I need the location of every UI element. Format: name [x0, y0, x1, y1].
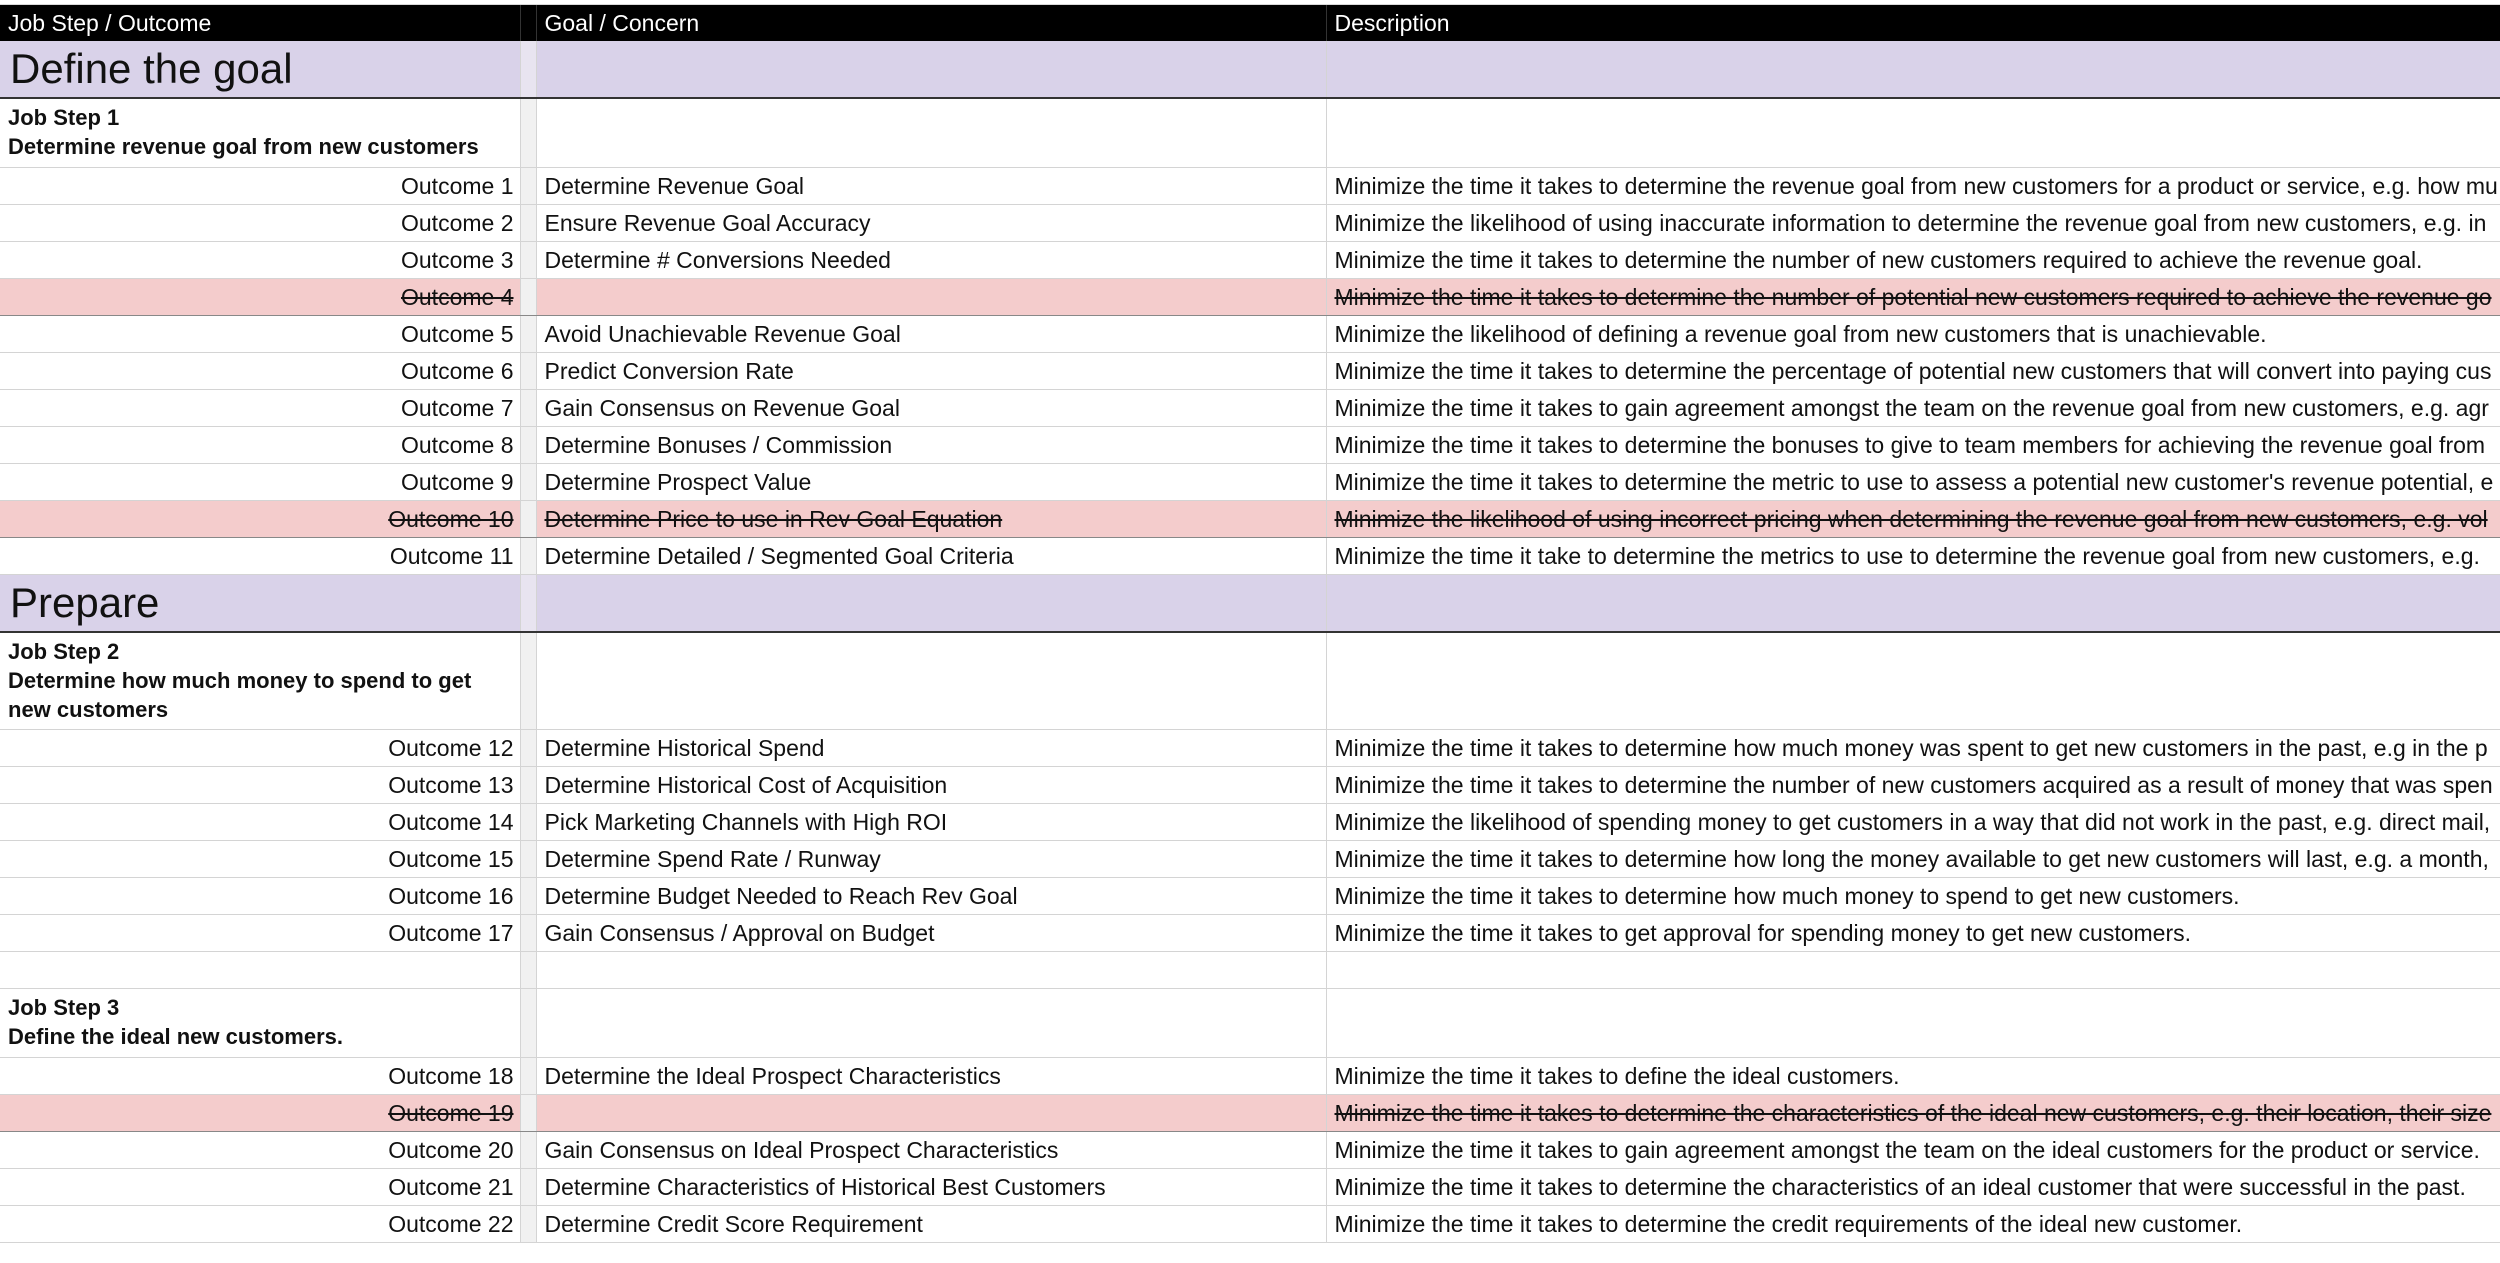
job-step-row: [0, 989, 2500, 1058]
gutter-cell: [520, 98, 536, 168]
gutter-cell: [520, 353, 536, 390]
description-cell[interactable]: Minimize the time it takes to determine the credit requirements of the ideal new customer.: [1326, 1206, 2500, 1243]
goal-concern-cell[interactable]: Determine Price to use in Rev Goal Equation: [536, 501, 1326, 538]
description-cell[interactable]: Minimize the time it takes to determine the characteristics of an ideal customer that were successful in the past.: [1326, 1169, 2500, 1206]
outcome-number-cell[interactable]: Outcome 7: [0, 390, 520, 427]
outcome-row-struck: [0, 501, 2500, 538]
description-cell[interactable]: Minimize the time it takes to determine how much money was spent to get new customers in the past, e.g in the p: [1326, 730, 2500, 767]
empty-cell[interactable]: [0, 952, 520, 989]
outcome-number-cell[interactable]: Outcome 8: [0, 427, 520, 464]
header-job-step[interactable]: Job Step / Outcome: [0, 5, 520, 41]
description-cell[interactable]: Minimize the time it takes to determine the bonuses to give to team members for achieving the revenue goal from: [1326, 427, 2500, 464]
job-step-cell[interactable]: [0, 632, 520, 730]
gutter-cell: [520, 427, 536, 464]
empty-cell[interactable]: [1326, 952, 2500, 989]
outcome-row: [0, 878, 2500, 915]
gutter-cell: [520, 390, 536, 427]
job-step-label: Job Step 2: [8, 639, 120, 664]
description-cell[interactable]: Minimize the time it takes to determine the characteristics of the ideal new customers, e.g. their location, their size: [1326, 1095, 2500, 1132]
description-cell[interactable]: Minimize the time it takes to determine the metric to use to assess a potential new customer's revenue potential, e: [1326, 464, 2500, 501]
description-cell[interactable]: Minimize the likelihood of spending money to get customers in a way that did not work in the past, e.g. direct mail,: [1326, 804, 2500, 841]
outcome-number-cell[interactable]: Outcome 1: [0, 168, 520, 205]
goal-concern-cell[interactable]: Determine Bonuses / Commission: [536, 427, 1326, 464]
description-cell[interactable]: Minimize the time it takes to define the ideal customers.: [1326, 1058, 2500, 1095]
job-step-label: Job Step 1: [8, 105, 120, 130]
gutter-cell: [520, 989, 536, 1058]
job-step-title: Determine revenue goal from new customers: [8, 134, 479, 159]
gutter-cell: [520, 5, 536, 41]
outcome-number-cell[interactable]: Outcome 15: [0, 841, 520, 878]
job-step-cell[interactable]: [0, 98, 520, 168]
header-goal[interactable]: Goal / Concern: [536, 5, 1326, 41]
phase-description-cell[interactable]: [1326, 41, 2500, 98]
outcome-row: [0, 353, 2500, 390]
goal-concern-cell[interactable]: Avoid Unachievable Revenue Goal: [536, 316, 1326, 353]
header-description[interactable]: Description: [1326, 5, 2500, 41]
goal-concern-cell[interactable]: [536, 279, 1326, 316]
outcome-row: [0, 205, 2500, 242]
phase-row: [0, 41, 2500, 98]
description-cell[interactable]: Minimize the time it takes to determine the number of new customers required to achieve the revenue goal.: [1326, 242, 2500, 279]
outcomes-grid: [0, 5, 2500, 1243]
job-step-title: Define the ideal new customers.: [8, 1024, 343, 1049]
gutter-cell: [520, 632, 536, 730]
description-cell[interactable]: Minimize the time it takes to determine the number of new customers acquired as a result of money that was spen: [1326, 767, 2500, 804]
description-cell[interactable]: Minimize the time it takes to get approval for spending money to get new customers.: [1326, 915, 2500, 952]
gutter-cell: [520, 242, 536, 279]
outcome-number-cell[interactable]: Outcome 16: [0, 878, 520, 915]
outcome-number-cell[interactable]: Outcome 17: [0, 915, 520, 952]
outcome-row: [0, 316, 2500, 353]
outcome-number-cell[interactable]: Outcome 14: [0, 804, 520, 841]
job-step-cell[interactable]: [0, 989, 520, 1058]
goal-concern-cell[interactable]: Determine Credit Score Requirement: [536, 1206, 1326, 1243]
outcome-number-cell[interactable]: Outcome 13: [0, 767, 520, 804]
job-step-description-cell[interactable]: [1326, 989, 2500, 1058]
outcome-row: [0, 242, 2500, 279]
description-cell[interactable]: Minimize the time it takes to determine the number of potential new customers required to achieve the revenue go: [1326, 279, 2500, 316]
outcome-row: [0, 767, 2500, 804]
outcome-row: [0, 168, 2500, 205]
gutter-cell: [520, 279, 536, 316]
outcome-row: [0, 1169, 2500, 1206]
outcome-number-cell[interactable]: Outcome 4: [0, 279, 520, 316]
outcome-row: [0, 841, 2500, 878]
gutter-cell: [520, 1132, 536, 1169]
phase-goal-cell[interactable]: [536, 575, 1326, 633]
phase-description-cell[interactable]: [1326, 575, 2500, 633]
blank-row: [0, 952, 2500, 989]
description-cell[interactable]: Minimize the time it take to determine the metrics to use to determine the revenue goal from new customers, e.g.: [1326, 538, 2500, 575]
goal-concern-cell[interactable]: Determine Spend Rate / Runway: [536, 841, 1326, 878]
outcome-number-cell[interactable]: Outcome 9: [0, 464, 520, 501]
outcome-number-cell[interactable]: Outcome 12: [0, 730, 520, 767]
outcome-number-cell[interactable]: Outcome 22: [0, 1206, 520, 1243]
description-cell[interactable]: Minimize the time it takes to gain agreement amongst the team on the ideal customers for the product or service.: [1326, 1132, 2500, 1169]
job-step-goal-cell[interactable]: [536, 989, 1326, 1058]
gutter-cell: [520, 1169, 536, 1206]
description-cell[interactable]: Minimize the time it takes to determine how long the money available to get new customers will last, e.g. a month,: [1326, 841, 2500, 878]
phase-goal-cell[interactable]: [536, 41, 1326, 98]
outcome-row: [0, 1132, 2500, 1169]
description-cell[interactable]: Minimize the time it takes to gain agreement amongst the team on the revenue goal from new customers, e.g. agr: [1326, 390, 2500, 427]
gutter-cell: [520, 804, 536, 841]
goal-concern-cell[interactable]: Predict Conversion Rate: [536, 353, 1326, 390]
gutter-cell: [520, 501, 536, 538]
goal-concern-cell[interactable]: Determine Revenue Goal: [536, 168, 1326, 205]
phase-row: [0, 575, 2500, 633]
gutter-cell: [520, 1206, 536, 1243]
phase-title[interactable]: Prepare: [0, 575, 520, 633]
goal-concern-cell[interactable]: Determine Budget Needed to Reach Rev Goal: [536, 878, 1326, 915]
description-cell[interactable]: Minimize the time it takes to determine the percentage of potential new customers that will convert into paying cus: [1326, 353, 2500, 390]
description-cell[interactable]: Minimize the likelihood of using incorrect pricing when determining the revenue goal from new customers, e.g. vol: [1326, 501, 2500, 538]
goal-concern-cell[interactable]: Gain Consensus / Approval on Budget: [536, 915, 1326, 952]
gutter-cell: [520, 168, 536, 205]
gutter-cell: [520, 767, 536, 804]
job-step-row: [0, 98, 2500, 168]
outcome-row: [0, 538, 2500, 575]
gutter-cell: [520, 730, 536, 767]
outcome-row: [0, 464, 2500, 501]
header-row: [0, 5, 2500, 41]
goal-concern-cell[interactable]: [536, 1095, 1326, 1132]
gutter-cell: [520, 1095, 536, 1132]
outcome-row: [0, 1206, 2500, 1243]
outcome-number-cell[interactable]: Outcome 10: [0, 501, 520, 538]
gutter-cell: [520, 205, 536, 242]
description-cell[interactable]: Minimize the likelihood of using inaccurate information to determine the revenue goal from new customers, e.g. in: [1326, 205, 2500, 242]
job-step-row: [0, 632, 2500, 730]
goal-concern-cell[interactable]: Determine Detailed / Segmented Goal Criteria: [536, 538, 1326, 575]
gutter-cell: [520, 952, 536, 989]
goal-concern-cell[interactable]: Pick Marketing Channels with High ROI: [536, 804, 1326, 841]
gutter-cell: [520, 878, 536, 915]
job-step-description-cell[interactable]: [1326, 98, 2500, 168]
job-step-goal-cell[interactable]: [536, 632, 1326, 730]
goal-concern-cell[interactable]: Gain Consensus on Ideal Prospect Characteristics: [536, 1132, 1326, 1169]
outcome-row: [0, 915, 2500, 952]
outcome-row: [0, 390, 2500, 427]
outcome-row: [0, 730, 2500, 767]
goal-concern-cell[interactable]: Determine Characteristics of Historical Best Customers: [536, 1169, 1326, 1206]
goal-concern-cell[interactable]: Determine Historical Spend: [536, 730, 1326, 767]
gutter-cell: [520, 1058, 536, 1095]
outcome-number-cell[interactable]: Outcome 19: [0, 1095, 520, 1132]
outcome-number-cell[interactable]: Outcome 2: [0, 205, 520, 242]
goal-concern-cell[interactable]: Determine Historical Cost of Acquisition: [536, 767, 1326, 804]
gutter-cell: [520, 575, 536, 633]
job-step-label: Job Step 3: [8, 995, 120, 1020]
outcome-row: [0, 804, 2500, 841]
outcome-row: [0, 427, 2500, 464]
description-cell[interactable]: Minimize the likelihood of defining a revenue goal from new customers that is unachievable.: [1326, 316, 2500, 353]
outcome-number-cell[interactable]: Outcome 3: [0, 242, 520, 279]
description-cell[interactable]: Minimize the time it takes to determine the revenue goal from new customers for a product or service, e.g. how mu: [1326, 168, 2500, 205]
outcome-row-struck: [0, 1095, 2500, 1132]
gutter-cell: [520, 538, 536, 575]
goal-concern-cell[interactable]: Ensure Revenue Goal Accuracy: [536, 205, 1326, 242]
gutter-cell: [520, 915, 536, 952]
gutter-cell: [520, 464, 536, 501]
outcome-row-struck: [0, 279, 2500, 316]
outcome-number-cell[interactable]: Outcome 6: [0, 353, 520, 390]
gutter-cell: [520, 841, 536, 878]
phase-title[interactable]: Define the goal: [0, 41, 520, 98]
outcome-number-cell[interactable]: Outcome 11: [0, 538, 520, 575]
gutter-cell: [520, 316, 536, 353]
outcome-number-cell[interactable]: Outcome 18: [0, 1058, 520, 1095]
outcome-row: [0, 1058, 2500, 1095]
goal-concern-cell[interactable]: Determine Prospect Value: [536, 464, 1326, 501]
outcome-number-cell[interactable]: Outcome 21: [0, 1169, 520, 1206]
job-step-title: Determine how much money to spend to get new customers: [8, 668, 472, 722]
empty-cell[interactable]: [536, 952, 1326, 989]
goal-concern-cell[interactable]: Determine # Conversions Needed: [536, 242, 1326, 279]
outcome-number-cell[interactable]: Outcome 5: [0, 316, 520, 353]
description-cell[interactable]: Minimize the time it takes to determine how much money to spend to get new customers.: [1326, 878, 2500, 915]
goal-concern-cell[interactable]: Gain Consensus on Revenue Goal: [536, 390, 1326, 427]
outcome-number-cell[interactable]: Outcome 20: [0, 1132, 520, 1169]
job-step-description-cell[interactable]: [1326, 632, 2500, 730]
job-step-goal-cell[interactable]: [536, 98, 1326, 168]
gutter-cell: [520, 41, 536, 98]
goal-concern-cell[interactable]: Determine the Ideal Prospect Characteristics: [536, 1058, 1326, 1095]
